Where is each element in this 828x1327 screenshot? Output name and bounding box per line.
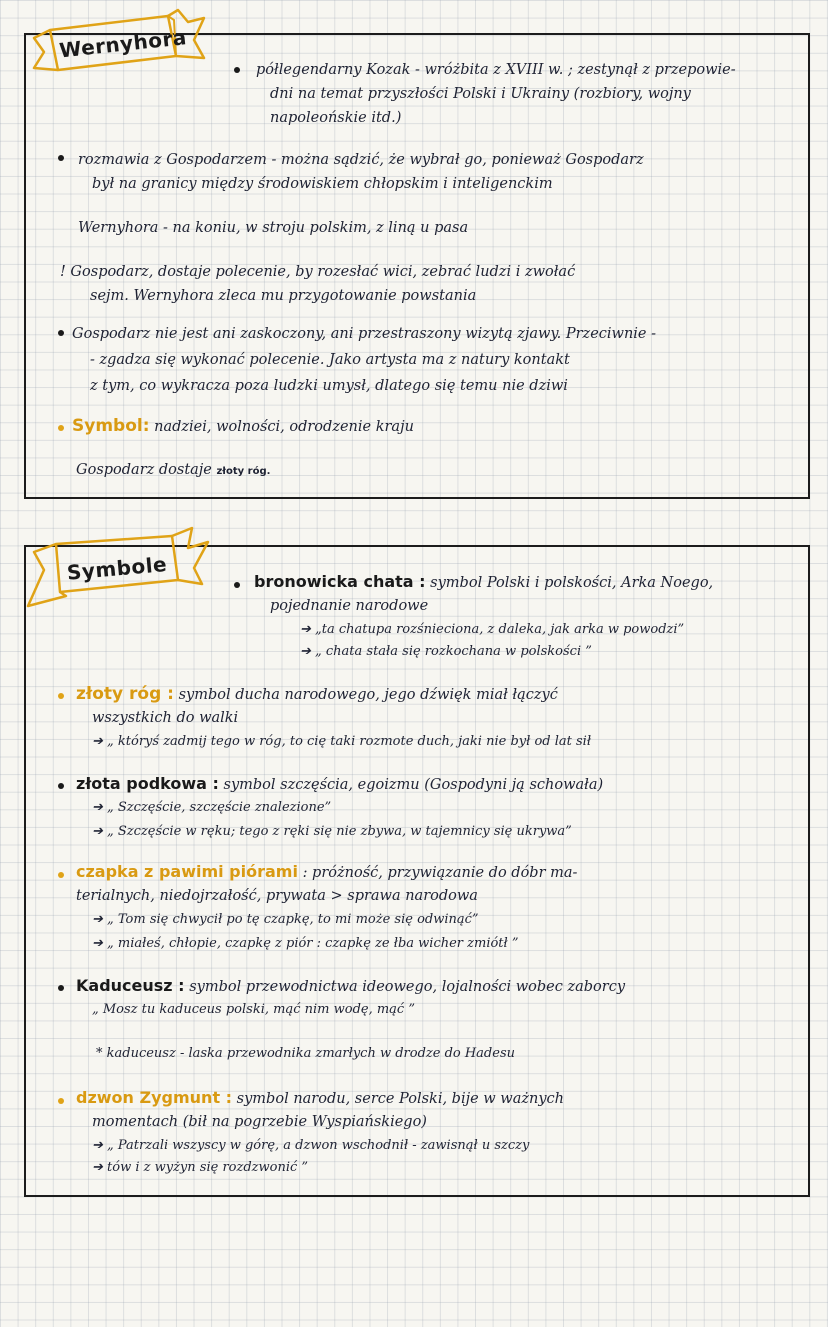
chata-line	[254, 572, 713, 593]
bullet	[234, 67, 240, 73]
quote-text: „ Patrzali wszyscy w górę, a dzwon wschodnił - zawisnął u szczy	[107, 1138, 530, 1153]
rog-line	[76, 684, 558, 705]
kaduceusz-label: Kaduceusz :	[76, 976, 185, 995]
chata-label: bronowicka chata :	[254, 572, 426, 591]
czapka-line	[76, 862, 577, 883]
bullet	[58, 425, 64, 431]
bullet	[58, 693, 64, 699]
intro-line: dni na temat przyszłości Polski i Ukrainy (rozbiory, wojny	[270, 86, 691, 102]
kon-line: Wernyhora - na koniu, w stroju polskim, z liną u pasa	[78, 220, 469, 236]
quote-text: „ chata stała się rozkochana w polskości ”	[315, 644, 592, 659]
bullet	[58, 783, 64, 789]
bullet	[234, 582, 240, 588]
polecenie-line: sejm. Wernyhora zleca mu przygotowanie powstania	[90, 288, 477, 304]
dzwon-quote: ➔ „ Patrzali wszyscy w górę, a dzwon wschodnił - zawisnął u szczy	[92, 1138, 530, 1153]
bullet	[58, 985, 64, 991]
quote-text: „ Mosz tu kaduceus polski, mąć nim wodę, mąć ”	[92, 1002, 415, 1017]
podkowa-label: złota podkowa :	[76, 774, 219, 793]
podkowa-quote: ➔ „ Szczęście, szczęście znalezione”	[92, 800, 332, 815]
bullet	[58, 872, 64, 878]
quote-text: „ któryś zadmij tego w róg, to cię taki rozmote duch, jaki nie był od lat sił	[107, 734, 592, 749]
chata-quote: ➔ „ chata stała się rozkochana w polskości ”	[300, 644, 592, 659]
bullet	[58, 330, 64, 336]
dostaje-text: Gospodarz dostaje	[76, 462, 212, 478]
dzwon-quote: ➔ tów i z wyżyn się rozdzwonić ”	[92, 1160, 309, 1175]
podkowa-text: symbol szczęścia, egoizmu (Gospodyni ją schowała)	[223, 777, 604, 793]
dzwon-line2: momentach (bił na pogrzebie Wyspiańskiego)	[92, 1114, 427, 1130]
kaduceusz-quote	[92, 1000, 415, 1020]
rozmowa-line: był na granicy między środowiskiem chłopskim i inteligenckim	[92, 176, 553, 192]
section-title: Wernyhora	[58, 25, 188, 63]
czapka-quote: ➔ „ miałeś, chłopie, czapkę z piór : czapkę ze łba wicher zmiótł ”	[92, 936, 519, 951]
symbol-line	[72, 416, 414, 437]
quote-text: „ Szczęście w ręku; tego z ręki się nie zbywa, w tajemnicy się ukrywa”	[107, 824, 572, 839]
zaskoczony-line: - zgadza się wykonać polecenie. Jako artysta ma z natury kontakt	[90, 352, 570, 368]
rog-line2: wszystkich do walki	[92, 710, 239, 726]
symbol-text: nadziei, wolności, odrodzenie kraju	[154, 419, 414, 435]
quote-text: „ Szczęście, szczęście znalezione”	[107, 800, 332, 815]
podkowa-line	[76, 774, 603, 795]
quote-text: „ miałeś, chłopie, czapkę z piór : czapkę ze łba wicher zmiótł ”	[107, 936, 519, 951]
bullet	[58, 1098, 64, 1104]
kaduceusz-text: symbol przewodnictwa ideowego, lojalności wobec zaborcy	[189, 979, 626, 995]
czapka-line2: terialnych, niedojrzałość, prywata > sprawa narodowa	[76, 888, 478, 904]
podkowa-quote: ➔ „ Szczęście w ręku; tego z ręki się nie zbywa, w tajemnicy się ukrywa”	[92, 824, 572, 839]
czapka-text: : próżność, przywiązanie do dóbr ma-	[302, 865, 578, 881]
dostaje-bold: złoty róg.	[216, 466, 271, 477]
intro-line: półlegendarny Kozak - wróżbita z XVIII w. ; zestynął z przepowie-	[256, 62, 736, 78]
polecenie-line: ! Gospodarz, dostaje polecenie, by rozesłać wici, zebrać ludzi i zwołać	[60, 264, 576, 280]
zaskoczony-line: z tym, co wykracza poza ludzki umysł, dlatego się temu nie dziwi	[90, 378, 568, 394]
rog-quote: ➔ „ któryś zadmij tego w róg, to cię taki rozmote duch, jaki nie był od lat sił	[92, 734, 592, 749]
quote-text: „ta chatupa rozśnieciona, z daleka, jak arka w powodzi”	[315, 622, 685, 637]
bullet	[58, 155, 64, 161]
dzwon-line	[76, 1088, 564, 1109]
wernyhora-title-banner	[28, 8, 210, 80]
zaskoczony-line: Gospodarz nie jest ani zaskoczony, ani przestraszony wizytą zjawy. Przeciwnie -	[72, 326, 657, 342]
dostaje-line	[76, 460, 270, 482]
czapka-label: czapka z pawimi piórami	[76, 862, 298, 881]
chata-text: symbol Polski i polskości, Arka Noego,	[430, 575, 714, 591]
kaduceusz-line	[76, 976, 625, 997]
intro-line: napoleońskie itd.)	[270, 110, 402, 126]
section-title: Symbole	[66, 552, 168, 585]
kaduceusz-note: * kaduceusz - laska przewodnika zmarłych w drodze do Hadesu	[96, 1046, 515, 1061]
chata-quote: ➔ „ta chatupa rozśnieciona, z daleka, jak arka w powodzi”	[300, 622, 685, 637]
quote-text: tów i z wyżyn się rozdzwonić ”	[107, 1160, 309, 1175]
czapka-quote: ➔ „ Tom się chwycił po tę czapkę, to mi może się odwinąć”	[92, 912, 479, 927]
rog-label: złoty róg :	[76, 684, 174, 704]
quote-text: „ Tom się chwycił po tę czapkę, to mi może się odwinąć”	[107, 912, 479, 927]
symbol-label: Symbol:	[72, 416, 150, 436]
rog-text: symbol ducha narodowego, jego dźwięk miał łączyć	[178, 687, 558, 703]
chata-line2: pojednanie narodowe	[270, 598, 429, 614]
rozmowa-line: rozmawia z Gospodarzem - można sądzić, że wybrał go, ponieważ Gospodarz	[78, 152, 644, 168]
dzwon-label: dzwon Zygmunt :	[76, 1088, 233, 1107]
symbole-title-banner	[22, 522, 212, 614]
dzwon-text: symbol narodu, serce Polski, bije w ważnych	[236, 1091, 564, 1107]
